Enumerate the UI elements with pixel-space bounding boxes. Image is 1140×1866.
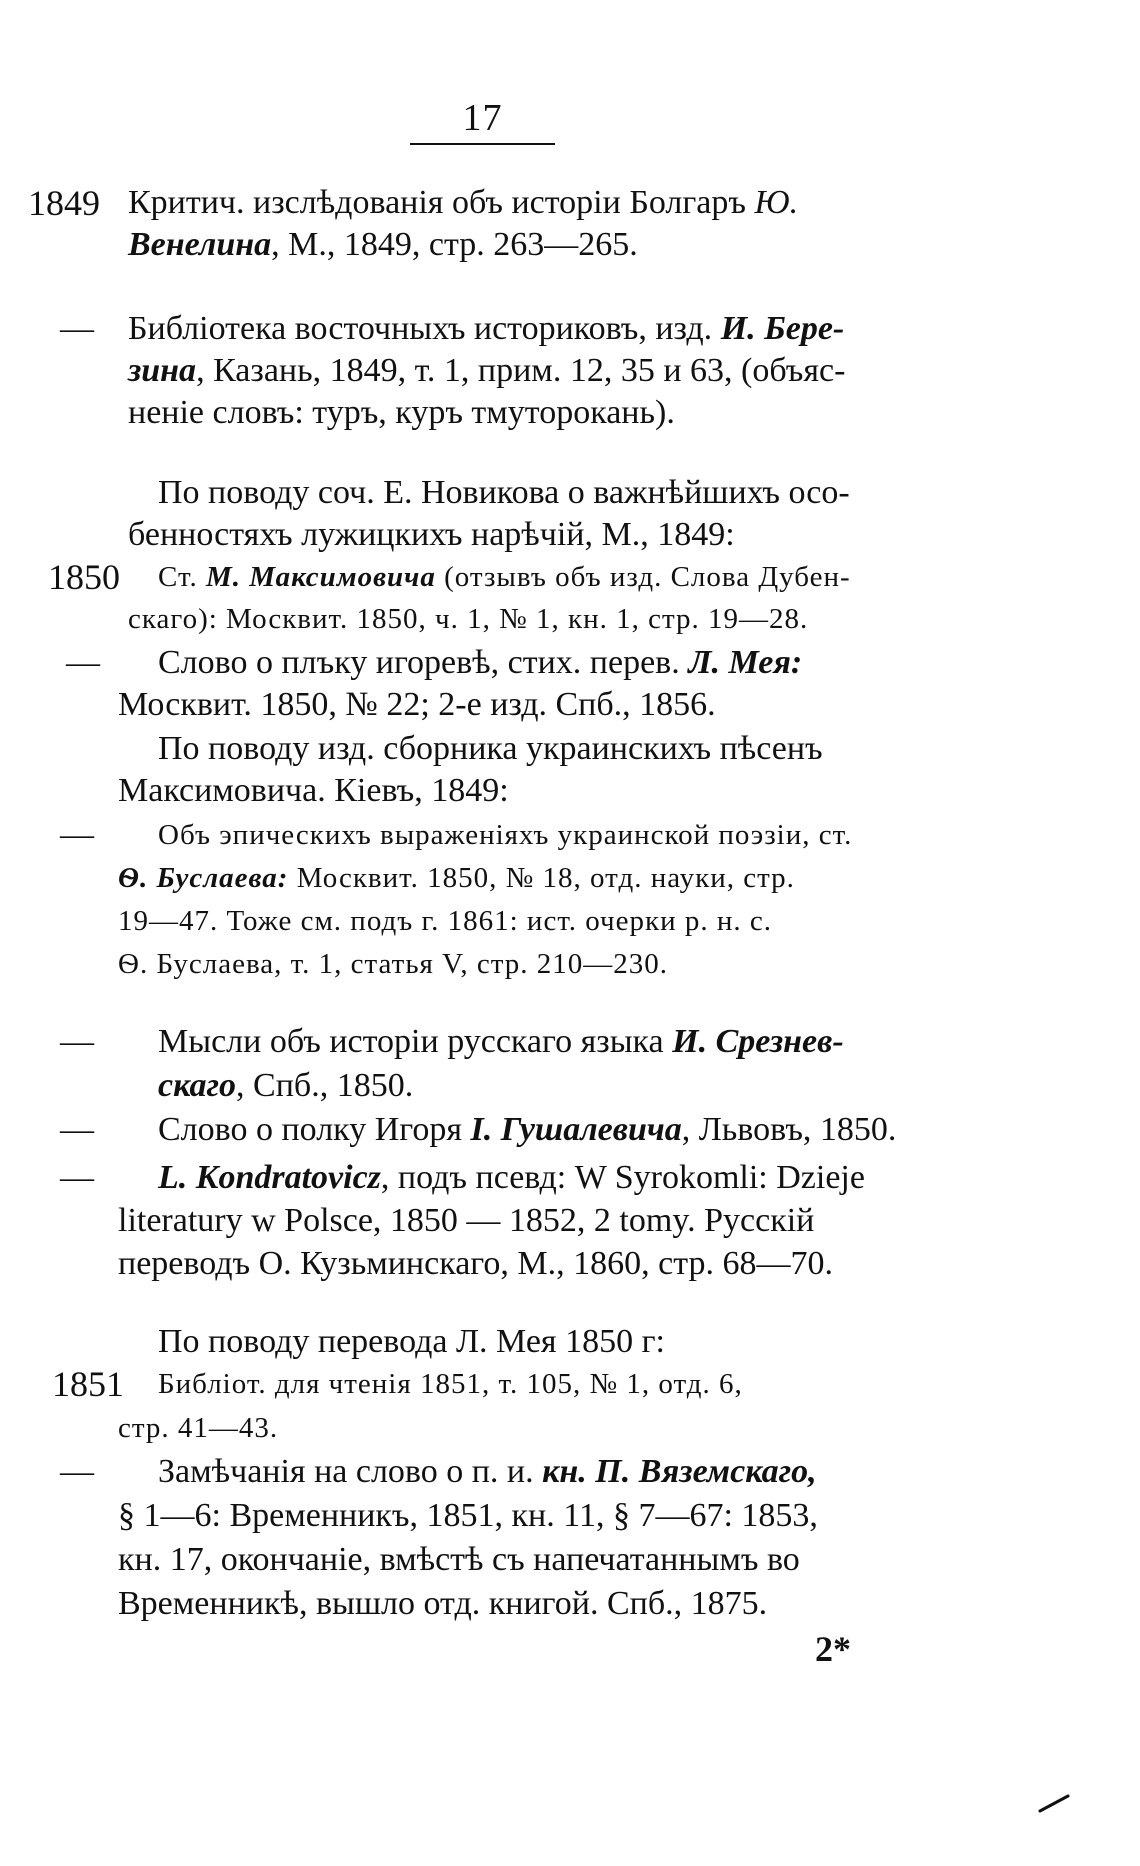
text-span: , Казань, 1849, т. 1, прим. 12, 35 и 63, (объяс- xyxy=(196,352,846,389)
text-span: , М., 1849, стр. 263—265. xyxy=(271,226,638,263)
entry-dash: — xyxy=(60,310,94,347)
text-line: переводъ О. Кузьминскаго, М., 1860, стр. 68—70. xyxy=(118,1245,833,1282)
text-line xyxy=(128,351,845,391)
author-name: скаго xyxy=(158,1067,237,1104)
author-name: Венелина xyxy=(128,226,272,263)
author-name: Л. Мея: xyxy=(688,644,803,681)
text-line: кн. 17, окончаніе, вмѣстѣ съ напечатаннымъ во xyxy=(118,1541,800,1578)
author-name: кн. П. Вяземскаго, xyxy=(542,1453,817,1490)
text-line: скаго): Москвит. 1850, ч. 1, № 1, кн. 1, стр. 19—28. xyxy=(128,603,809,635)
text-line xyxy=(128,183,798,223)
entry-dash: — xyxy=(60,1023,94,1060)
text-line: Библіот. для чтенія 1851, т. 105, № 1, отд. 6, xyxy=(158,1368,743,1400)
text-line xyxy=(158,557,851,597)
text-line xyxy=(158,1158,865,1198)
entry-year-1850: 1850 xyxy=(48,557,120,597)
text-line xyxy=(158,1022,844,1062)
text-line xyxy=(128,309,844,349)
text-line: 19—47. Тоже см. подъ г. 1861: ист. очерки р. н. с. xyxy=(118,905,773,937)
text-line: Максимовича. Кіевъ, 1849: xyxy=(118,772,509,809)
text-span: Слово о полку Игоря xyxy=(158,1111,471,1148)
signature-mark: 2* xyxy=(815,1629,851,1669)
author-name: Ѳ. Буслаева: xyxy=(118,862,289,894)
header-rule xyxy=(410,143,555,145)
text-span: Москвит. 1850, № 18, отд. науки, стр. xyxy=(288,862,795,894)
author-name: М. Максимовича xyxy=(205,561,436,593)
entry-dash: — xyxy=(60,816,94,853)
entry-year-1851: 1851 xyxy=(52,1364,124,1404)
page-number: 17 xyxy=(462,97,503,139)
text-span: Библіотека восточныхъ историковъ, изд. xyxy=(128,310,721,347)
text-span: Критич. изслѣдованія объ исторіи Болгаръ xyxy=(128,184,755,221)
text-line: неніе словъ: туръ, куръ тмуторокань). xyxy=(128,394,675,431)
text-line: Ѳ. Буслаева, т. 1, статья V, стр. 210—230. xyxy=(118,948,668,980)
entry-dash: — xyxy=(66,644,100,681)
text-span: Мысли объ исторіи русскаго языка xyxy=(158,1023,673,1060)
text-line: Временникѣ, вышло отд. книгой. Спб., 1875. xyxy=(118,1585,768,1622)
entry-year-1849: 1849 xyxy=(28,183,100,223)
text-line xyxy=(158,1066,413,1106)
text-line: literatury w Polsce, 1850 — 1852, 2 tomy. Русскій xyxy=(118,1202,815,1239)
author-name: І. Гушалевича xyxy=(470,1111,682,1148)
text-span: , подъ псевд: W Syrokomli: Dzieje xyxy=(380,1159,865,1196)
author-name: зина xyxy=(128,352,197,389)
text-span: (отзывъ объ изд. Слова Дубен- xyxy=(435,561,851,593)
text-line: По поводу соч. Е. Новикова о важнѣйшихъ осо- xyxy=(158,474,850,511)
entry-dash: — xyxy=(60,1453,94,1490)
author-name: Ю. xyxy=(754,184,799,221)
text-line xyxy=(158,643,802,683)
pen-stroke-mark xyxy=(1038,1793,1072,1813)
text-span: Ст. xyxy=(158,561,206,593)
author-name: И. Срезнев- xyxy=(672,1023,844,1060)
text-line: По поводу перевода Л. Мея 1850 г: xyxy=(158,1323,665,1360)
text-line: § 1—6: Временникъ, 1851, кн. 11, § 7—67: 1853, xyxy=(118,1497,818,1534)
entry-dash: — xyxy=(60,1159,94,1196)
text-span: Слово о плъку игоревѣ, стих. перев. xyxy=(158,644,689,681)
text-span: , Спб., 1850. xyxy=(236,1067,414,1104)
author-name: L. Kondratovicz xyxy=(158,1159,381,1196)
text-line xyxy=(158,1110,896,1150)
text-line: Объ эпическихъ выраженіяхъ украинской поэзіи, ст. xyxy=(158,819,853,851)
text-line xyxy=(158,1452,817,1492)
text-span: , Львовъ, 1850. xyxy=(681,1111,897,1148)
text-span: Замѣчанія на слово о п. и. xyxy=(158,1453,543,1490)
text-line: По поводу изд. сборника украинскихъ пѣсенъ xyxy=(158,730,823,767)
text-line xyxy=(128,225,638,265)
text-line: бенностяхъ лужицкихъ нарѣчій, М., 1849: xyxy=(128,516,735,553)
text-line: Москвит. 1850, № 22; 2-е изд. Спб., 1856. xyxy=(118,686,716,723)
author-name: И. Бере- xyxy=(720,310,845,347)
entry-dash: — xyxy=(60,1111,94,1148)
text-line: стр. 41—43. xyxy=(118,1412,279,1444)
text-line xyxy=(118,858,795,898)
